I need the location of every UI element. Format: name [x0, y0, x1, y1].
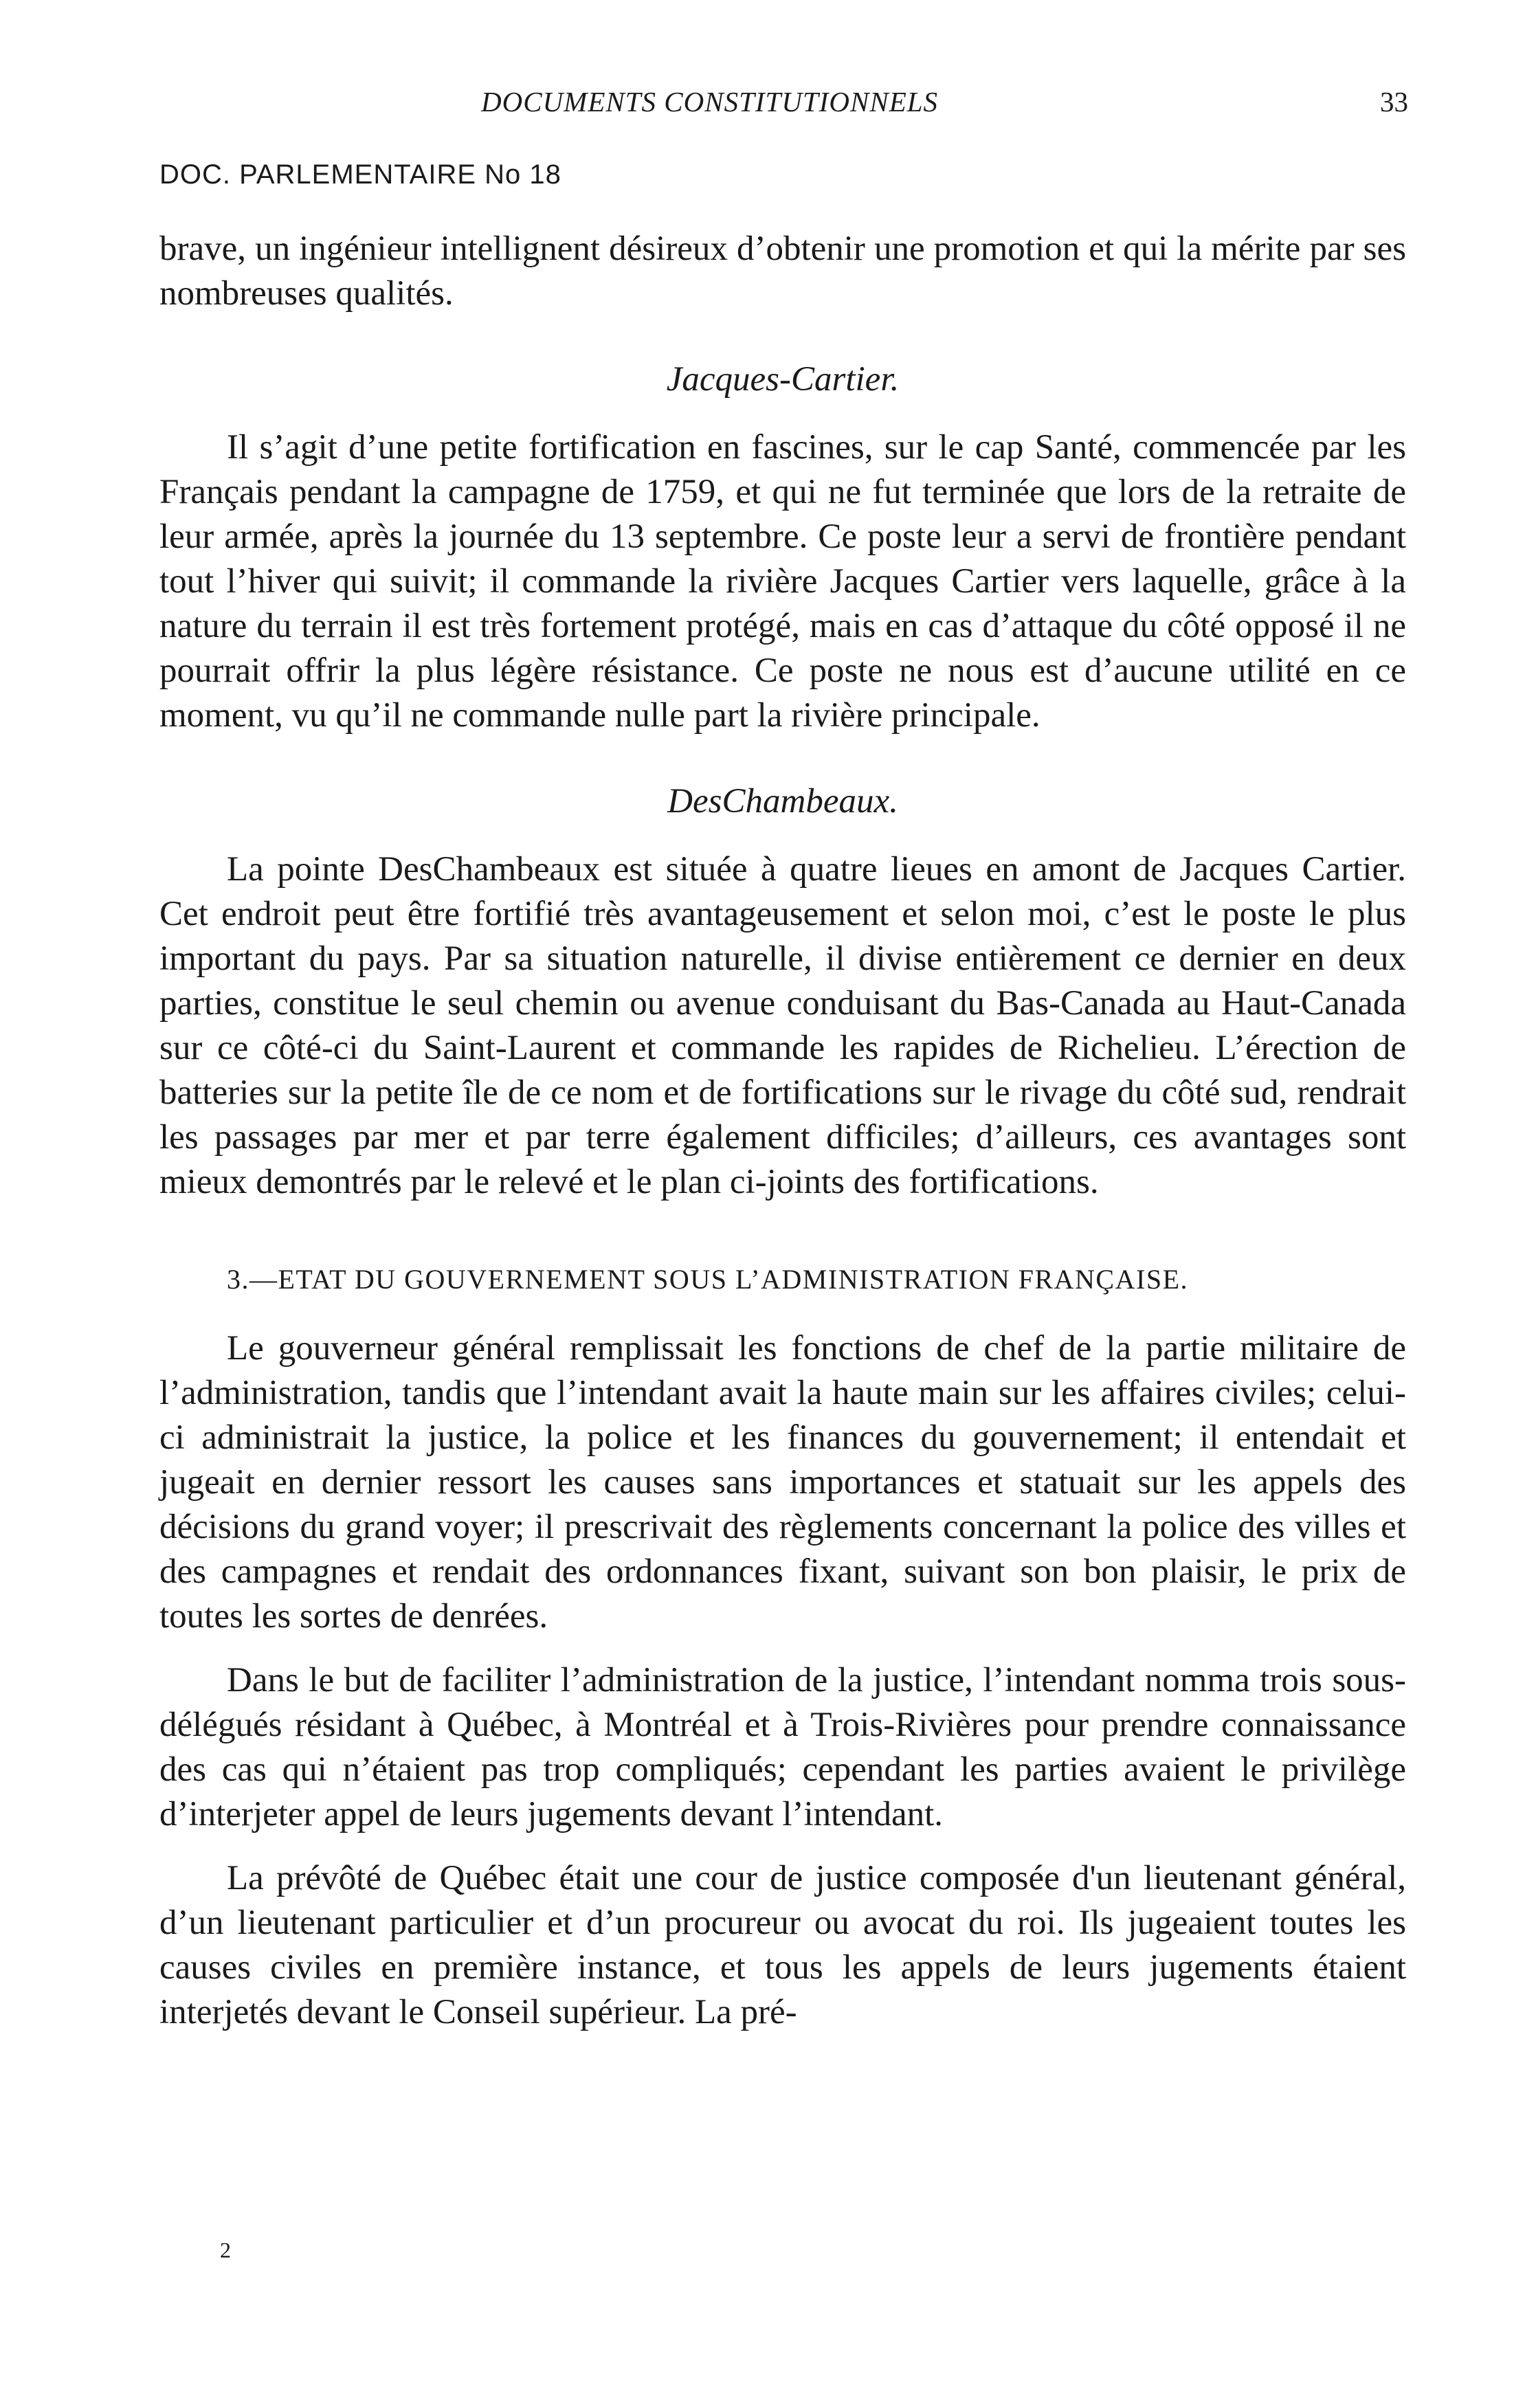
paragraph-intro: brave, un ingénieur intellignent désireux d’obtenir une promotion et qui la mérite par ses nombreuses qualités.	[159, 230, 1406, 313]
paragraph-jacques-cartier: Il s’agit d’une petite fortification en fascines, sur le cap Santé, commencée par les Français pendant la campagne de 1759, et qui ne fut terminée que lors de la retraite de leur armée, après la journée du 13 septembre. Ce poste leur a servi de frontière pendant tout l’hiver qui suivit; il commande la rivière Jacques Cartier vers laquelle, grâce à la nature du terrain il est très fortement protégé, mais en cas d’attaque du côté opposé il ne pourrait offrir la plus légère résistance. Ce poste ne nous est d’aucune utilité en ce moment, vu qu’il ne commande nulle part la rivière principale.	[159, 428, 1406, 735]
page-number: 33	[1380, 86, 1408, 118]
body-text	[159, 227, 1406, 2035]
paragraph-prevote: La prévôté de Québec était une cour de justice composée d'un lieutenant général, d’un lieutenant particulier et d’un procureur ou avocat du roi. Ils jugeaient toutes les causes civiles en première instance, et tous les appels de leurs jugements étaient interjetés devant le Conseil supérieur. La pré-	[159, 1859, 1406, 2031]
heading-jacques-cartier: Jacques-Cartier.	[666, 360, 900, 399]
paragraph-gouverneur: Le gouverneur général remplissait les fonctions de chef de la partie militaire de l’administration, tandis que l’intendant avait la haute main sur les affaires civiles; celui-ci administrait la justice, la police et les finances du gouvernement; il entendait et jugeait en dernier ressort les causes sans importances et statuait sur les appels des décisions du grand voyer; il prescrivait des règlements concernant la police des villes et des campagnes et rendait des ordonnances fixant, suivant son bon plaisir, le prix de toutes les sortes de denrées.	[159, 1329, 1406, 1636]
paragraph-deschambeaux: La pointe DesChambeaux est située à quatre lieues en amont de Jacques Cartier. Cet endroit peut être fortifié très avantageusement et selon moi, c’est le poste le plus important du pays. Par sa situation naturelle, il divise entièrement ce dernier en deux parties, constitue le seul chemin ou avenue conduisant du Bas-Canada au Haut-Canada sur ce côté-ci du Saint-Laurent et commande les rapides de Richelieu. L’érection de batteries sur la petite île de ce nom et de fortifications sur le rivage du côté sud, rendrait les passages par mer et par terre également difficiles; d’ailleurs, ces avantages sont mieux demontrés par le relevé et le plan ci-joints des fortifications.	[159, 850, 1406, 1201]
heading-deschambeaux: DesChambeaux.	[667, 782, 898, 821]
running-header-title: DOCUMENTS CONSTITUTIONNELS	[481, 86, 939, 118]
section-title: 3.—ETAT DU GOUVERNEMENT SOUS L’ADMINISTRATION FRANÇAISE.	[227, 1264, 1188, 1295]
paragraph-justice: Dans le but de faciliter l’administration de la justice, l’intendant nomma trois sous-délégués résidant à Québec, à Montréal et à Trois-Rivières pour prendre connaissance des cas qui n’étaient pas trop compliqués; cependant les parties avaient le privilège d’interjeter appel de leurs jugements devant l’intendant.	[159, 1661, 1406, 1833]
signature-mark: 2	[220, 2238, 231, 2262]
document-reference: DOC. PARLEMENTAIRE No 18	[159, 159, 561, 190]
